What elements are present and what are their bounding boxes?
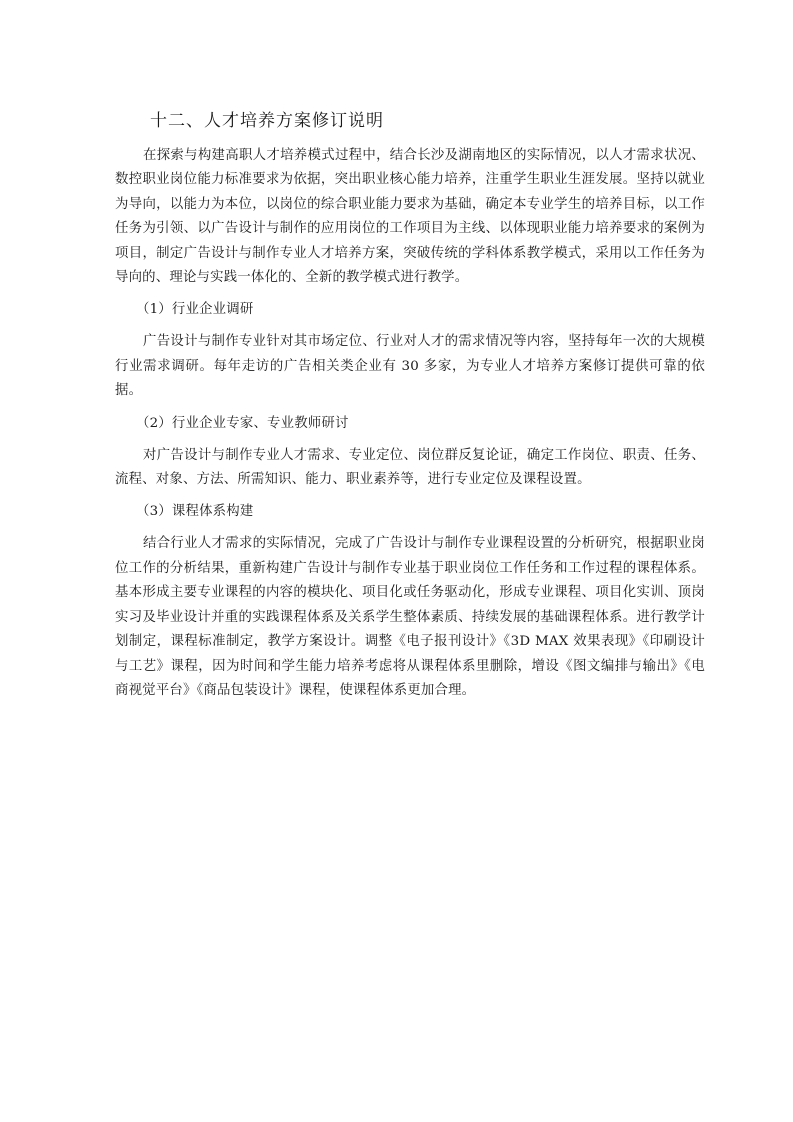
subsection-body-industry-research: 广告设计与制作专业针对其市场定位、行业对人才的需求情况等内容，坚持每年一次的大规模行业需求调研。每年走访的广告相关类企业有 30 多家，为专业人才培养方案修订提供可靠的依据。 xyxy=(115,334,705,399)
subsection-body-curriculum: 结合行业人才需求的实际情况，完成了广告设计与制作专业课程设置的分析研究，根据职业岗位工作的分析结果，重新构建广告设计与制作专业基于职业岗位工作任务和工作过程的课程体系。基本形成主要专业课程的内容的模块化、项目化或任务驱动化，形成专业课程、项目化实训、顶岗实习及毕业设计并重的实践课程体系及关系学生整体素质、持续发展的基础课程体系。进行教学计划制定，课程标准制定，教学方案设计。调整《电子报刊设计》《3D MAX 效果表现》《印刷设计与工艺》课程，因为时间和学生能力培养考虑将从课程体系里删除，增设《图文编排与输出》《电商视觉平台》《商品包装设计》课程，使课程体系更加合理。 xyxy=(115,536,705,698)
section-title: 十二、人才培养方案修订说明 xyxy=(150,111,384,131)
subsection-body-expert-discussion: 对广告设计与制作专业人才需求、专业定位、岗位群反复论证，确定工作岗位、职责、任务、流程、对象、方法、所需知识、能力、职业素养等，进行专业定位及课程设置。 xyxy=(115,447,705,488)
intro-paragraph: 在探索与构建高职人才培养模式过程中，结合长沙及湖南地区的实际情况，以人才需求状况、数控职业岗位能力标准要求为依据，突出职业核心能力培养，注重学生职业生涯发展。坚持以就业为导向，以能力为本位，以岗位的综合职业能力要求为基础，确定本专业学生的培养目标，以工作任务为引领、以广告设计与制作的应用岗位的工作项目为主线、以体现职业能力培养要求的案例为项目，制定广告设计与制作专业人才培养方案，突破传统的学科体系教学模式，采用以工作任务为导向的、理论与实践一体化的、全新的教学模式进行教学。 xyxy=(115,148,705,286)
subsection-heading-curriculum: （3）课程体系构建 xyxy=(136,504,254,520)
subsection-heading-expert-discussion: （2）行业企业专家、专业教师研讨 xyxy=(136,415,349,431)
subsection-heading-industry-research: （1）行业企业调研 xyxy=(136,302,254,318)
document-content xyxy=(115,108,705,703)
